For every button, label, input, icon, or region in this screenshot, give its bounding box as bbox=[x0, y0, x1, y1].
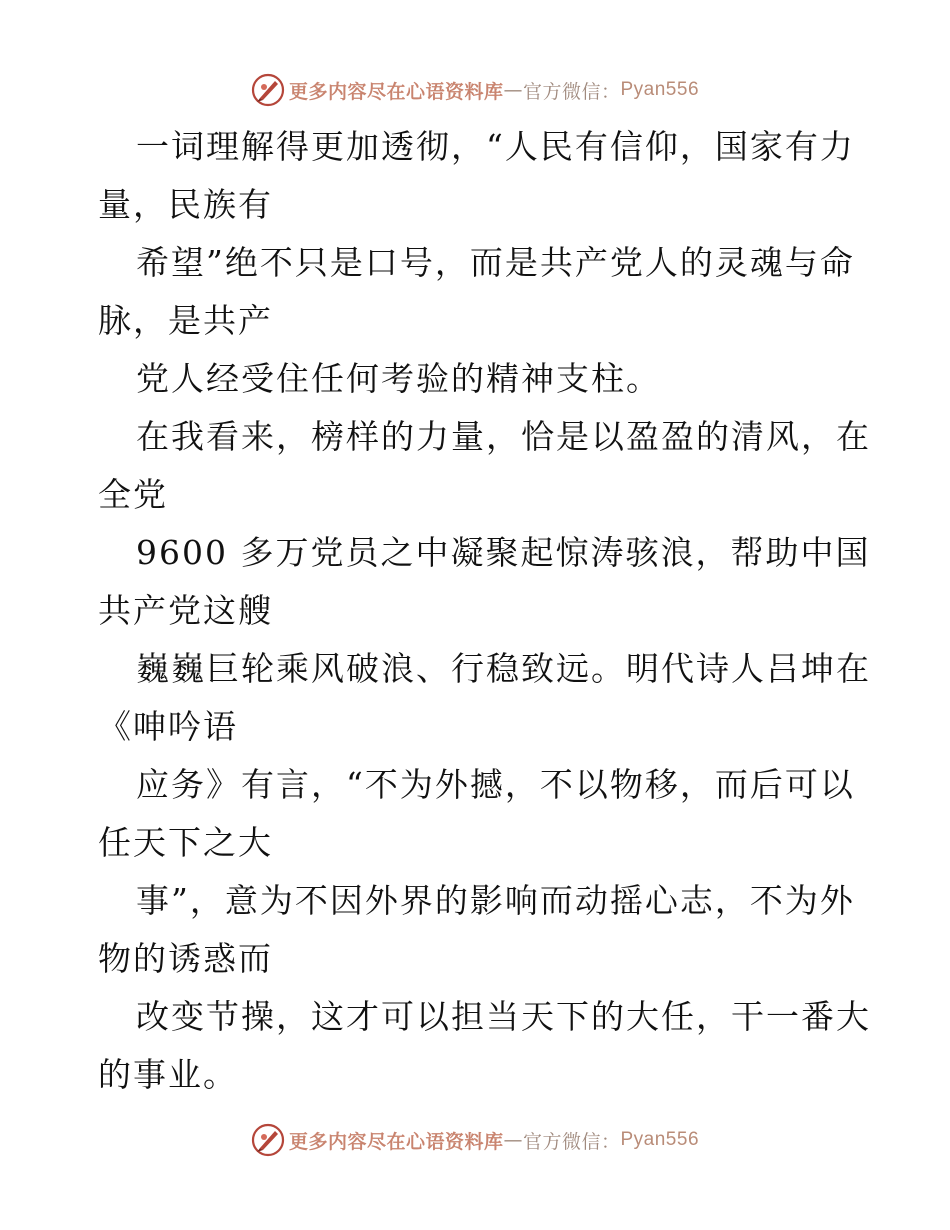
text-line: 事”，意为不因外界的影响而动摇心志，不为外 bbox=[136, 881, 855, 920]
banner-wechat-label: 官方微信： bbox=[522, 1130, 621, 1153]
text-line: 共产党这艘 bbox=[98, 591, 273, 630]
text-line: 巍巍巨轮乘风破浪、行稳致远。明代诗人吕坤在 bbox=[136, 649, 871, 688]
banner-separator: — bbox=[503, 1129, 523, 1151]
banner-separator: — bbox=[503, 79, 523, 101]
text-line: 脉，是共产 bbox=[98, 301, 273, 340]
banner-main-text: 更多内容尽在心语资料库 bbox=[288, 80, 504, 103]
text-line: 量，民族有 bbox=[98, 185, 273, 224]
text-line: 党人经受住任何考验的精神支柱。 bbox=[136, 359, 661, 398]
text-line: 9600 多万党员之中凝聚起惊涛骇浪，帮助中国 bbox=[136, 533, 871, 572]
text-line: 在我看来，榜样的力量，恰是以盈盈的清风，在 bbox=[136, 417, 871, 456]
text-line: 物的诱惑而 bbox=[98, 939, 273, 978]
banner-main-text: 更多内容尽在心语资料库 bbox=[288, 1130, 504, 1153]
text-line: 希望”绝不只是口号，而是共产党人的灵魂与命 bbox=[136, 243, 855, 282]
banner-wechat-id: Pyan556 bbox=[620, 79, 700, 100]
quill-logo-icon bbox=[251, 73, 285, 107]
text-line: 的事业。 bbox=[98, 1055, 238, 1094]
text-line: 一词理解得更加透彻，“人民有信仰，国家有力 bbox=[136, 127, 855, 166]
banner-wechat-label: 官方微信： bbox=[522, 80, 621, 103]
document-body bbox=[98, 118, 871, 1104]
quill-logo-icon bbox=[251, 1123, 285, 1157]
text-line: 应务》有言，“不为外撼，不以物移，而后可以 bbox=[136, 765, 855, 804]
footer-banner bbox=[0, 1120, 950, 1160]
header-banner bbox=[0, 70, 950, 110]
text-line: 任天下之大 bbox=[98, 823, 273, 862]
text-line: 全党 bbox=[98, 475, 168, 514]
text-line: 《呻吟语 bbox=[98, 707, 238, 746]
banner-wechat-id: Pyan556 bbox=[620, 1129, 700, 1150]
text-line: 改变节操，这才可以担当天下的大任，干一番大 bbox=[136, 997, 871, 1036]
